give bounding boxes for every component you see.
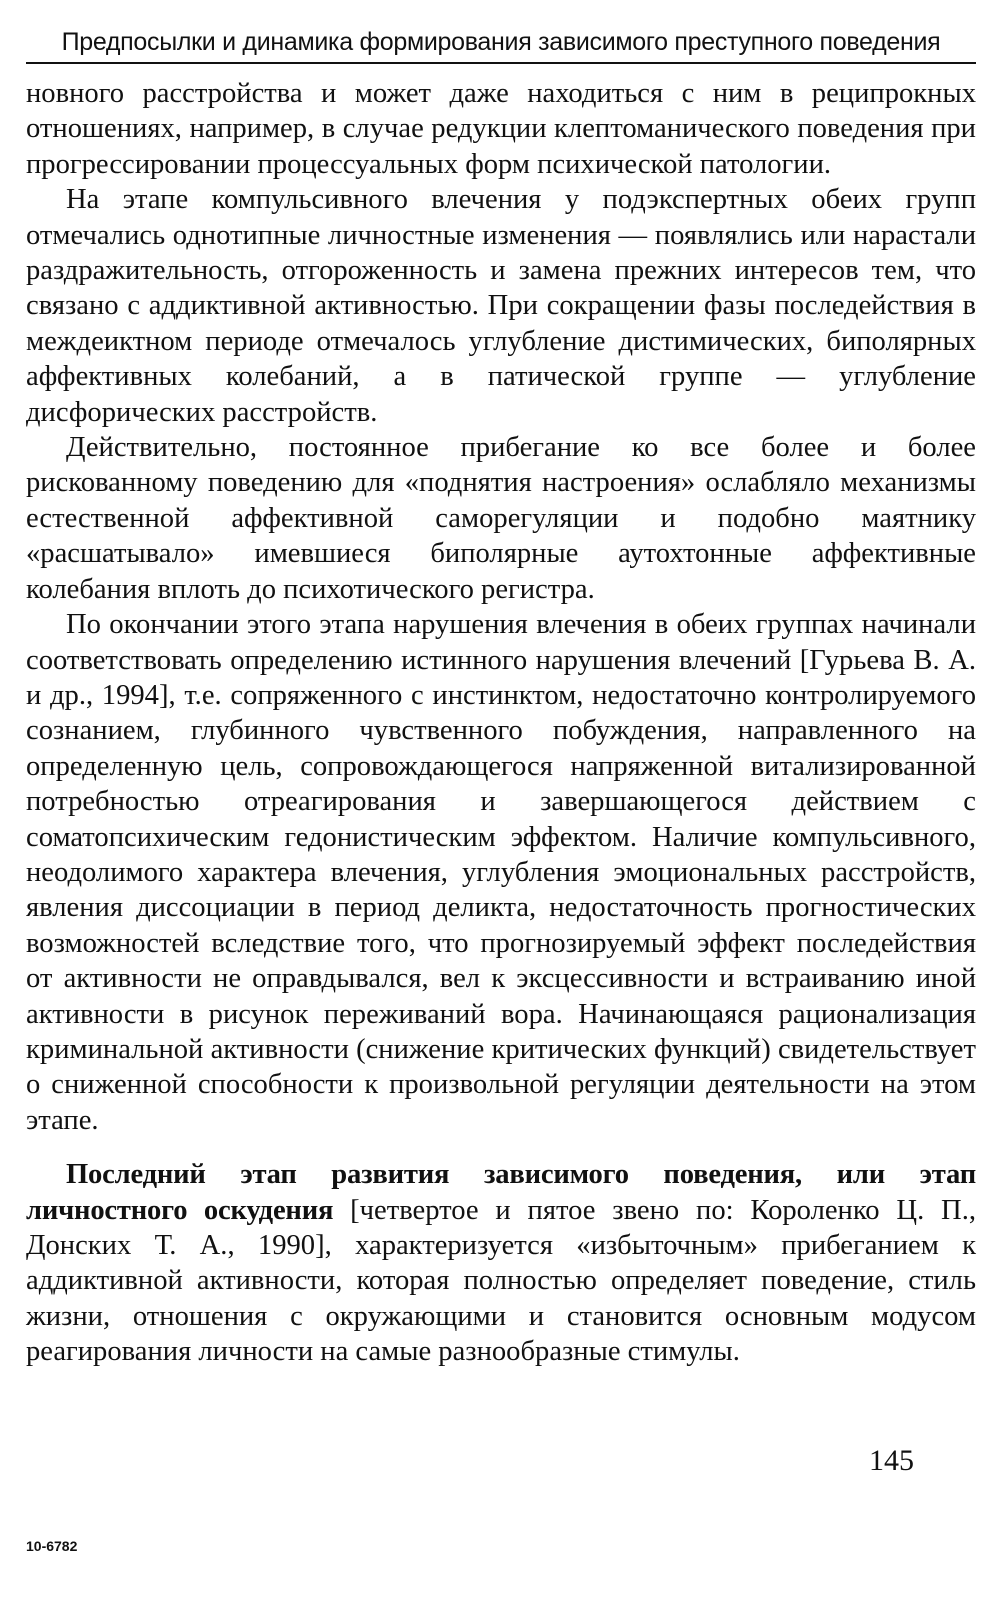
page-number: 145: [869, 1444, 914, 1477]
header-rule: [26, 62, 976, 64]
paragraph: Действительно, постоянное прибегание ко все более и более рискованному поведению для «поднятия настроения» ослабляло механизмы естественной аффективной саморегуляции и подобно маятнику «расшатывало» имевшиеся биполярные аутохтонные аффективные колебания вплоть до психотического регистра.: [26, 432, 976, 605]
paragraph: По окончании этого этапа нарушения влечения в обеих группах начинали соответствовать определению истинного нарушения влечений [Гурьева В. А. и др., 1994], т.е. сопряженного с инстинктом, недостаточно контролируемого сознанием, глубинного чувственного побуждения, направленного на определенную цель, сопровождающегося напряженной витализированной потребностью отреагирования и завершающегося действием с соматопсихическим гедонистическим эффектом. Наличие компульсивного, неодолимого характера влечения, углубления эмоциональных расстройств, явления диссоциации в период деликта, недостаточность прогностических возможностей вследствие того, что прогнозируемый эффект последействия от активности не оправдывался, вел к эксцессивности и встраиванию иной активности в рисунок переживаний вора. Начинающаяся рационализация криминальной активности (снижение критических функций) свидетельствует о сниженной способности к произвольной регуляции деятельности на этом этапе.: [26, 609, 976, 1136]
section-bold-lead: Последний этап развития зависимого поведения, или этап личностного оскудения: [26, 1159, 976, 1226]
book-page: [26, 22, 976, 1578]
paragraph: На этапе компульсивного влечения у подэкспертных обеих групп отмечались однотипные личностные изменения — появлялись или нарастали раздражительность, отгороженность и замена прежних интересов тем, что связано с аддиктивной активностью. При сокращении фазы последействия в междеиктном периоде отмечалось углубление дистимических, биполярных аффективных колебаний, а в патической группе — углубление дисфорических расстройств.: [26, 184, 976, 428]
paragraph-continuation: новного расстройства и может даже находиться с ним в реципрокных отношениях, например, в случае редукции клептоманического поведения при прогрессировании процессуальных форм психической патологии.: [26, 78, 976, 180]
running-header: Предпосылки и динамика формирования зависимого преступного поведения: [61, 28, 941, 56]
printer-signature: 10-6782: [26, 1538, 78, 1554]
section-paragraph: [26, 1157, 976, 1369]
section-text: [четвертое и пятое звено по: Короленко Ц. П., Донских Т. А., 1990], характеризуется «избыточным» прибеганием к аддиктивной активности, которая полностью определяет поведение, стиль жизни, отношения с окружающими и становится основным модусом реагирования личности на самые разнообразные стимулы.: [26, 1194, 976, 1368]
body-text: [26, 76, 976, 1370]
